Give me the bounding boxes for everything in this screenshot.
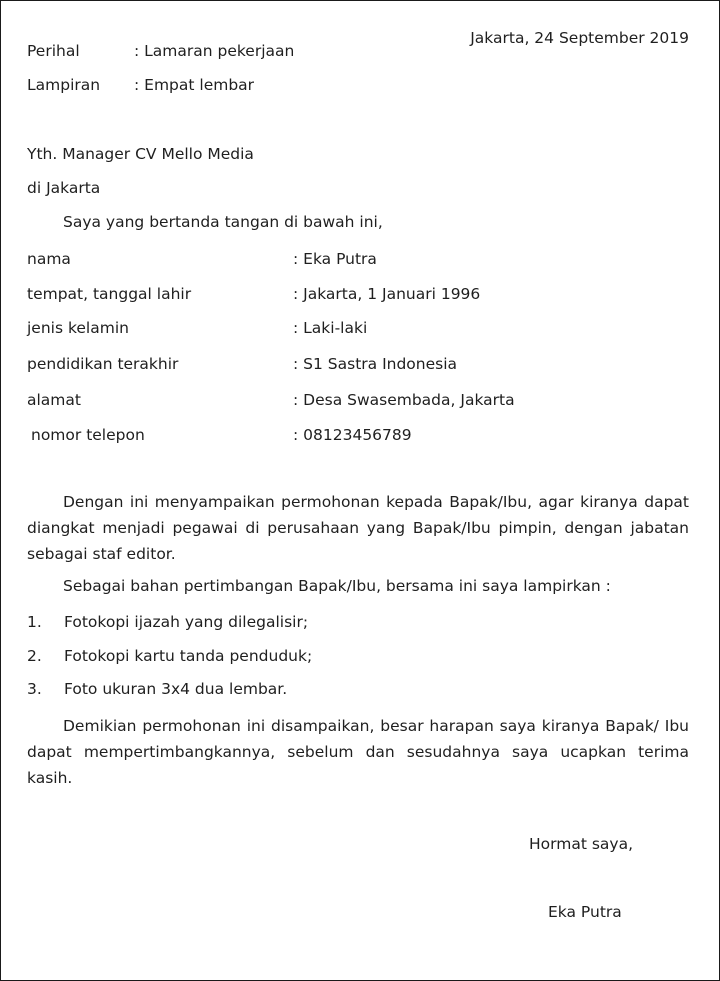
body-paragraph: Dengan ini menyampaikan permohonan kepada Bapak/Ibu, agar kiranya dapat diangkat menjadi pegawai di perusahaan yang Bapak/Ibu pimpin, dengan jabatan sebagai staf editor. xyxy=(27,493,689,563)
signer-name: Eka Putra xyxy=(548,903,622,921)
attachment-item: Fotokopi kartu tanda penduduk; xyxy=(64,647,313,665)
attachment-item: Fotokopi ijazah yang dilegalisir; xyxy=(64,613,309,631)
recipient-line: Yth. Manager CV Mello Media xyxy=(27,145,254,163)
detail-value-birth: : Jakarta, 1 Januari 1996 xyxy=(293,285,481,303)
closing-salutation: Hormat saya, xyxy=(529,835,634,853)
detail-label-name: nama xyxy=(27,250,71,268)
detail-value-phone: : 08123456789 xyxy=(293,426,412,444)
closing-paragraph: Demikian permohonan ini disampaikan, besar harapan saya kiranya Bapak/ Ibu dapat mempertimbangkannya, sebelum dan sesudahnya saya ucapkan terima kasih. xyxy=(27,717,689,787)
detail-label-birth: tempat, tanggal lahir xyxy=(27,285,192,303)
attachment-number: 1. xyxy=(27,613,42,631)
subject-label: Perihal xyxy=(27,42,80,60)
attachments-intro: Sebagai bahan pertimbangan Bapak/Ibu, bersama ini saya lampirkan : xyxy=(63,577,611,595)
letter-date: Jakarta, 24 September 2019 xyxy=(470,29,689,47)
detail-label-education: pendidikan terakhir xyxy=(27,355,179,373)
attachment-number: 3. xyxy=(27,680,42,698)
intro-sentence: Saya yang bertanda tangan di bawah ini, xyxy=(63,213,383,231)
detail-label-gender: jenis kelamin xyxy=(27,319,129,337)
detail-value-education: : S1 Sastra Indonesia xyxy=(293,355,458,373)
detail-label-phone: nomor telepon xyxy=(31,426,145,444)
attachment-count-label: Lampiran xyxy=(27,76,101,94)
subject-value: : Lamaran pekerjaan xyxy=(134,42,295,60)
detail-value-gender: : Laki-laki xyxy=(293,319,368,337)
detail-label-address: alamat xyxy=(27,391,81,409)
detail-value-address: : Desa Swasembada, Jakarta xyxy=(293,391,515,409)
attachment-number: 2. xyxy=(27,647,42,665)
recipient-city: di Jakarta xyxy=(27,179,101,197)
detail-value-name: : Eka Putra xyxy=(293,250,377,268)
attachment-count-value: : Empat lembar xyxy=(134,76,255,94)
attachment-item: Foto ukuran 3x4 dua lembar. xyxy=(64,680,288,698)
